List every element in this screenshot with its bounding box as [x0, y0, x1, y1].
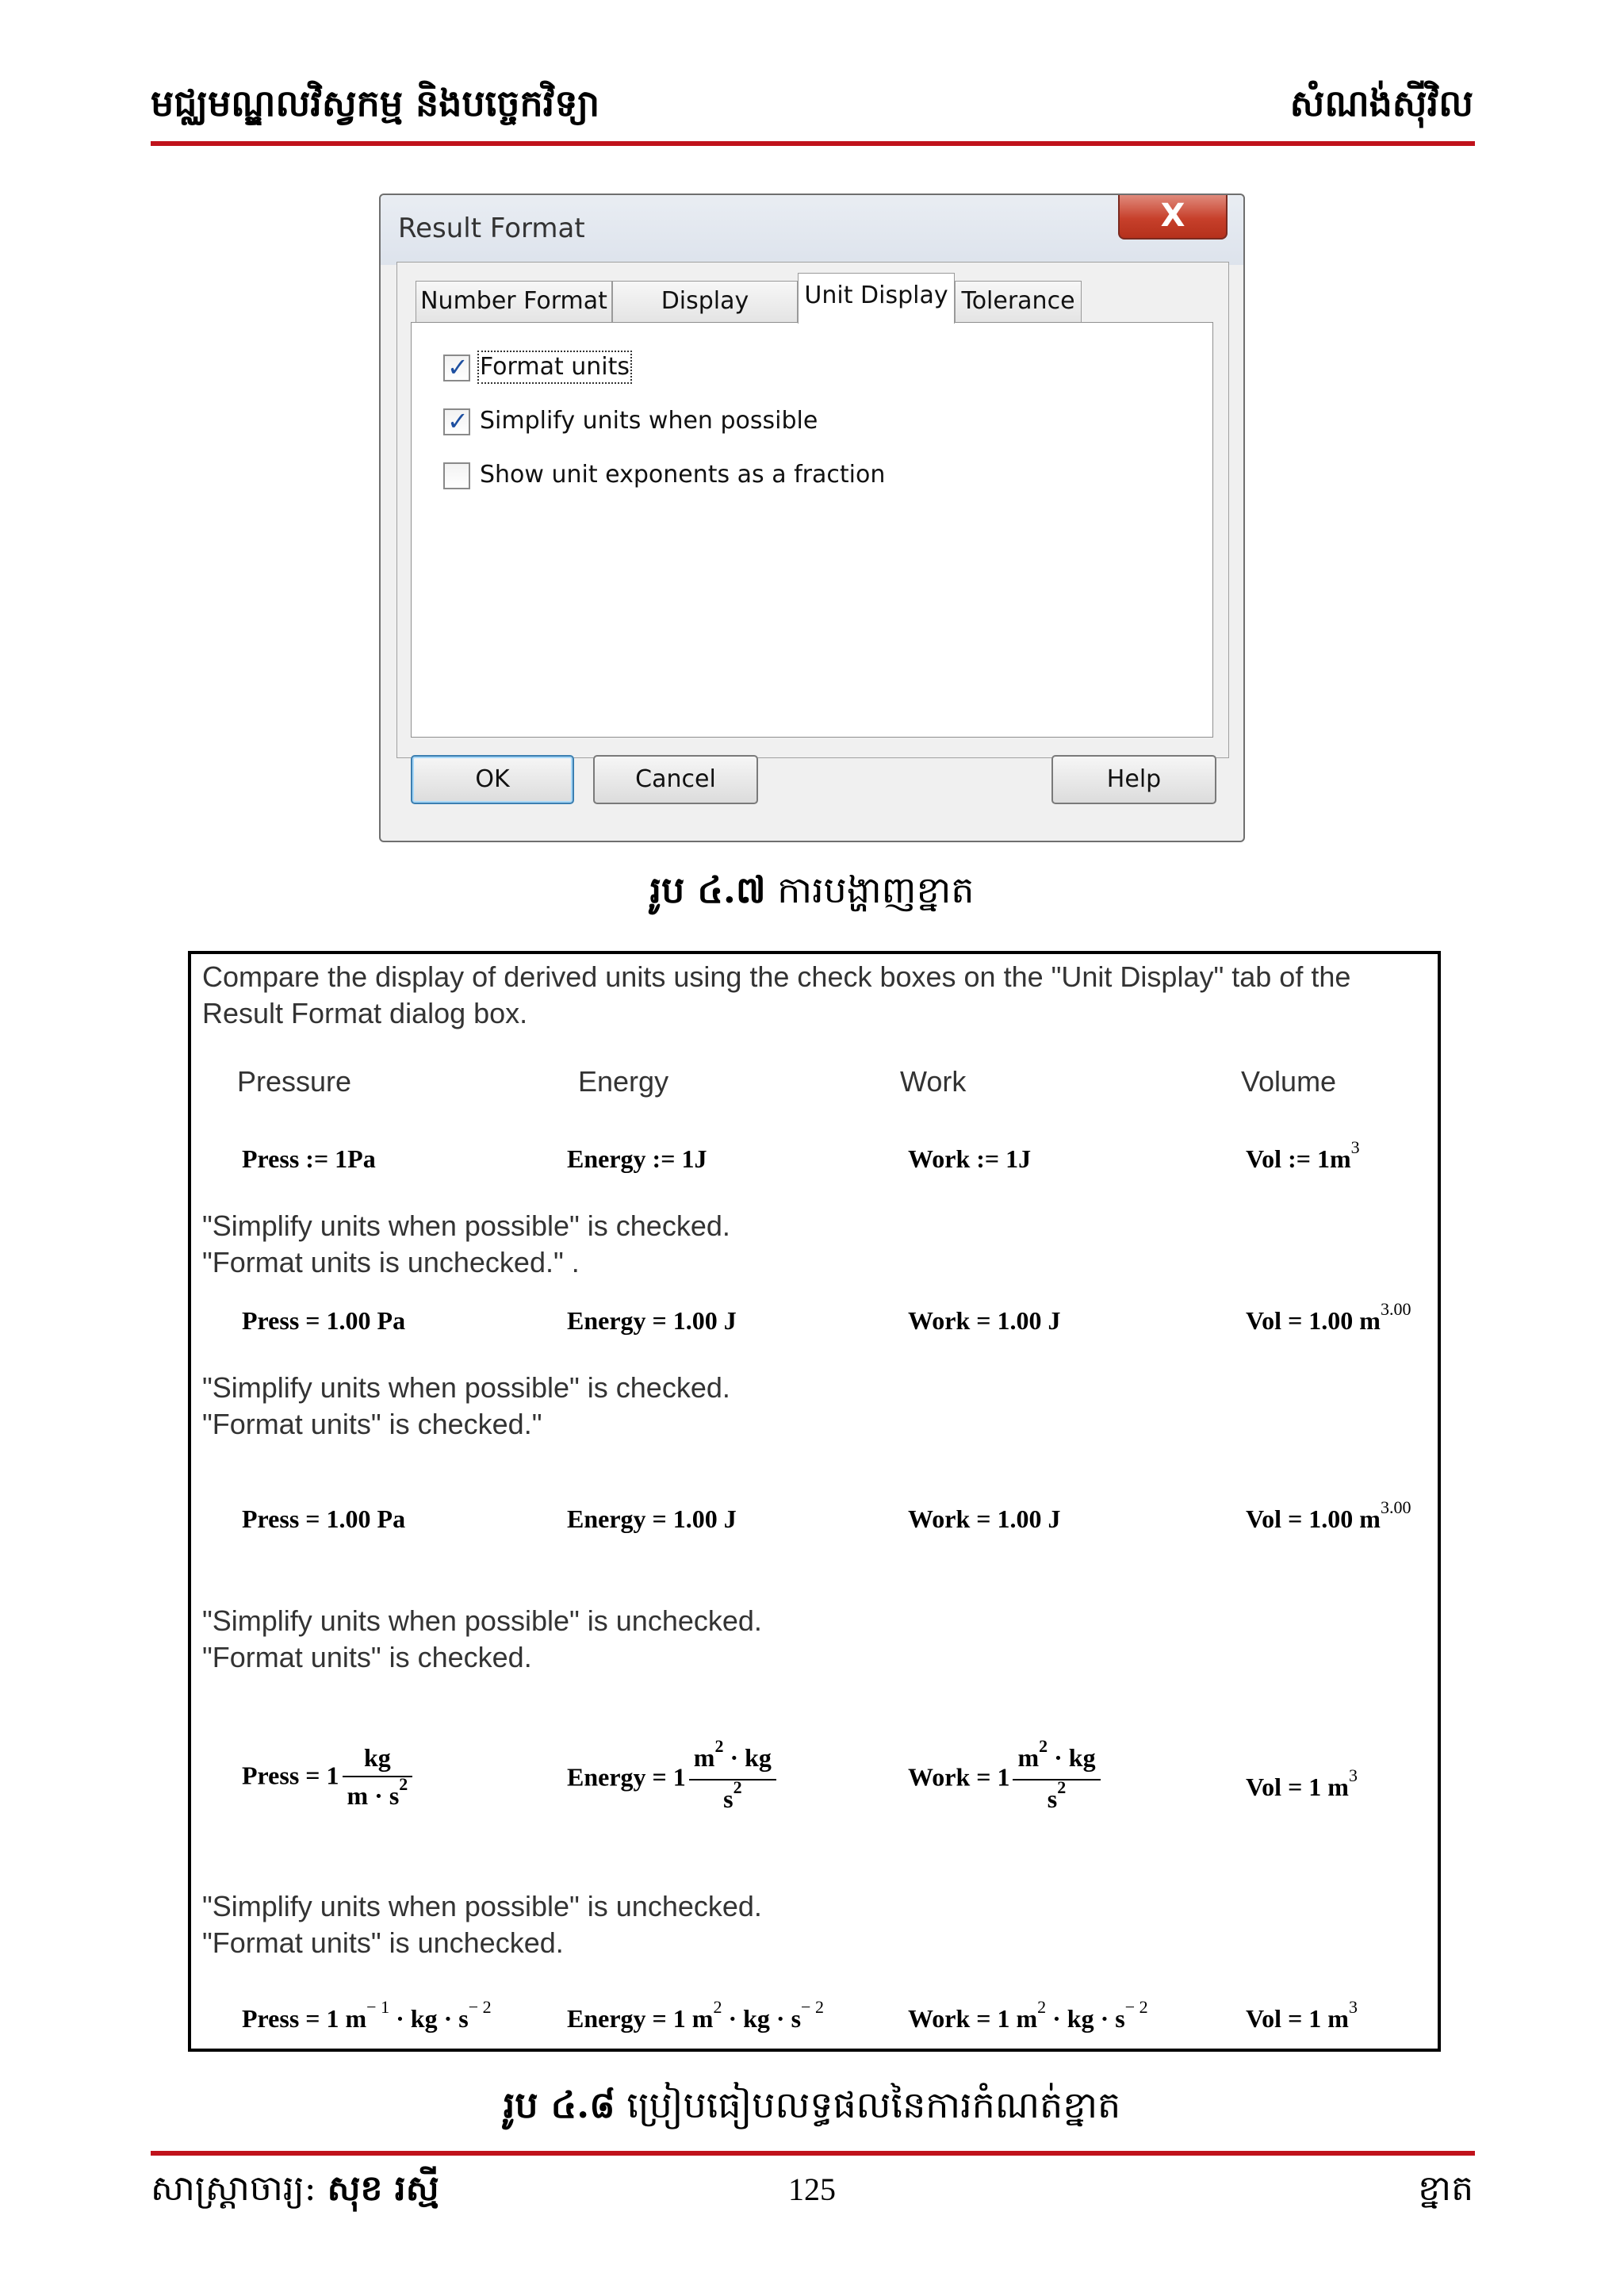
tab-tolerance[interactable]: Tolerance: [955, 281, 1082, 322]
check-icon: ✓: [447, 352, 469, 382]
vol-result-2: Vol = 1.00 $m^{3.00}$: [1246, 1497, 1411, 1533]
close-icon: X: [1160, 197, 1185, 234]
footer-chapter: ខ្នាត: [1418, 2168, 1473, 2209]
note-4-line-1: "Simplify units when possible" is unchecked.: [202, 1890, 762, 1922]
format-units-label: Format units: [480, 353, 630, 381]
note-3-line-2: "Format units" is checked.: [202, 1641, 532, 1673]
vol-result-3: Vol = 1 $m^3$: [1246, 1765, 1358, 1801]
press-result-4: Press = 1 $m^{- 1}$ · kg · $s^{- 2}$: [242, 1997, 492, 2033]
ok-button[interactable]: OK: [411, 755, 574, 804]
work-result-1: Work = 1.00 J: [908, 1306, 1061, 1335]
vol-result-1: Vol = 1.00 $m^{3.00}$: [1246, 1299, 1411, 1335]
figure-number: រូប ៤.៨: [503, 2083, 615, 2126]
figure-number: រូប ៤.៧: [649, 868, 766, 911]
cancel-button[interactable]: Cancel: [593, 755, 758, 804]
author-label: សាស្ត្រាចារ្យ:: [151, 2168, 316, 2209]
result-format-dialog: [379, 194, 1245, 842]
column-pressure: Pressure: [237, 1065, 352, 1098]
press-result-3: Press = 1 $\frac{kg}{m \cdot s^2}$: [242, 1739, 412, 1817]
page-number: 125: [788, 2171, 836, 2207]
header-left-title: មជ្ឈមណ្ឌលវិស្វកម្ម និងបច្ចេកវិទ្យា: [151, 82, 600, 125]
vol-result-4: Vol = 1 $m^3$: [1246, 1997, 1358, 2033]
press-result-2: Press = 1.00 Pa: [242, 1504, 406, 1533]
column-volume: Volume: [1241, 1065, 1337, 1098]
check-icon: ✓: [447, 406, 469, 436]
figure-text: ការបង្ហាញខ្នាត: [777, 868, 975, 911]
close-button[interactable]: [1118, 195, 1228, 240]
energy-result-2: Energy = 1.00 J: [567, 1504, 737, 1533]
header-rule: [151, 141, 1475, 146]
format-units-checkbox[interactable]: [443, 352, 470, 382]
simplify-units-checkbox[interactable]: [443, 408, 470, 435]
vol-definition: Vol := $1m^3$: [1246, 1137, 1360, 1173]
unit-display-panel: [411, 322, 1213, 738]
dialog-title: Result Format: [398, 213, 585, 244]
work-result-4: Work = 1 $m^2$ · kg · $s^{- 2}$: [908, 1997, 1148, 2033]
energy-result-1: Energy = 1.00 J: [567, 1306, 737, 1335]
press-result-1: Press = 1.00 Pa: [242, 1306, 406, 1335]
help-button[interactable]: Help: [1051, 755, 1216, 804]
exponent-fraction-checkbox[interactable]: [443, 462, 470, 489]
note-3-line-1: "Simplify units when possible" is unchecked.: [202, 1604, 762, 1637]
tab-unit-display[interactable]: Unit Display: [798, 273, 955, 324]
note-1-line-1: "Simplify units when possible" is checked.: [202, 1209, 730, 1242]
figure-text: ប្រៀបធៀបលទ្ធផលនៃការកំណត់ខ្នាត: [626, 2083, 1121, 2126]
column-work: Work: [900, 1065, 967, 1098]
author-name: សុខ រស្មី: [327, 2168, 439, 2209]
work-definition: Work := 1J: [908, 1144, 1032, 1173]
energy-result-3: Energy = 1 $\frac{m^2 \cdot kg}{s^2}$: [567, 1739, 776, 1820]
energy-definition: Energy := 1J: [567, 1144, 707, 1173]
exponent-fraction-label: Show unit exponents as a fraction: [480, 461, 886, 489]
note-1-line-2: "Format units is unchecked." .: [202, 1246, 580, 1278]
simplify-units-label: Simplify units when possible: [480, 407, 818, 435]
note-2-line-2: "Format units" is checked.": [202, 1408, 542, 1440]
note-2-line-1: "Simplify units when possible" is checked.: [202, 1371, 730, 1404]
tab-number-format[interactable]: Number Format: [416, 281, 612, 322]
work-result-2: Work = 1.00 J: [908, 1504, 1061, 1533]
comparison-intro: Compare the display of derived units using the check boxes on the "Unit Display" tab of the Result Format dialog box.: [202, 960, 1351, 1029]
unit-display-comparison: [188, 951, 1441, 2052]
work-result-3: Work = 1 $\frac{m^2 \cdot kg}{s^2}$: [908, 1739, 1101, 1820]
press-definition: Press := 1Pa: [242, 1144, 376, 1173]
energy-result-4: Energy = 1 $m^2$ · kg · $s^{- 2}$: [567, 1997, 824, 2033]
footer-rule: [151, 2151, 1475, 2156]
figure-4-8-caption: [0, 2081, 1624, 2129]
figure-4-7-caption: [0, 866, 1624, 914]
note-4-line-2: "Format units" is unchecked.: [202, 1926, 564, 1959]
column-energy: Energy: [578, 1065, 669, 1098]
header-right-title: សំណង់ស៊ីវិល: [1289, 82, 1473, 125]
tab-display-options[interactable]: Display: [612, 281, 798, 322]
